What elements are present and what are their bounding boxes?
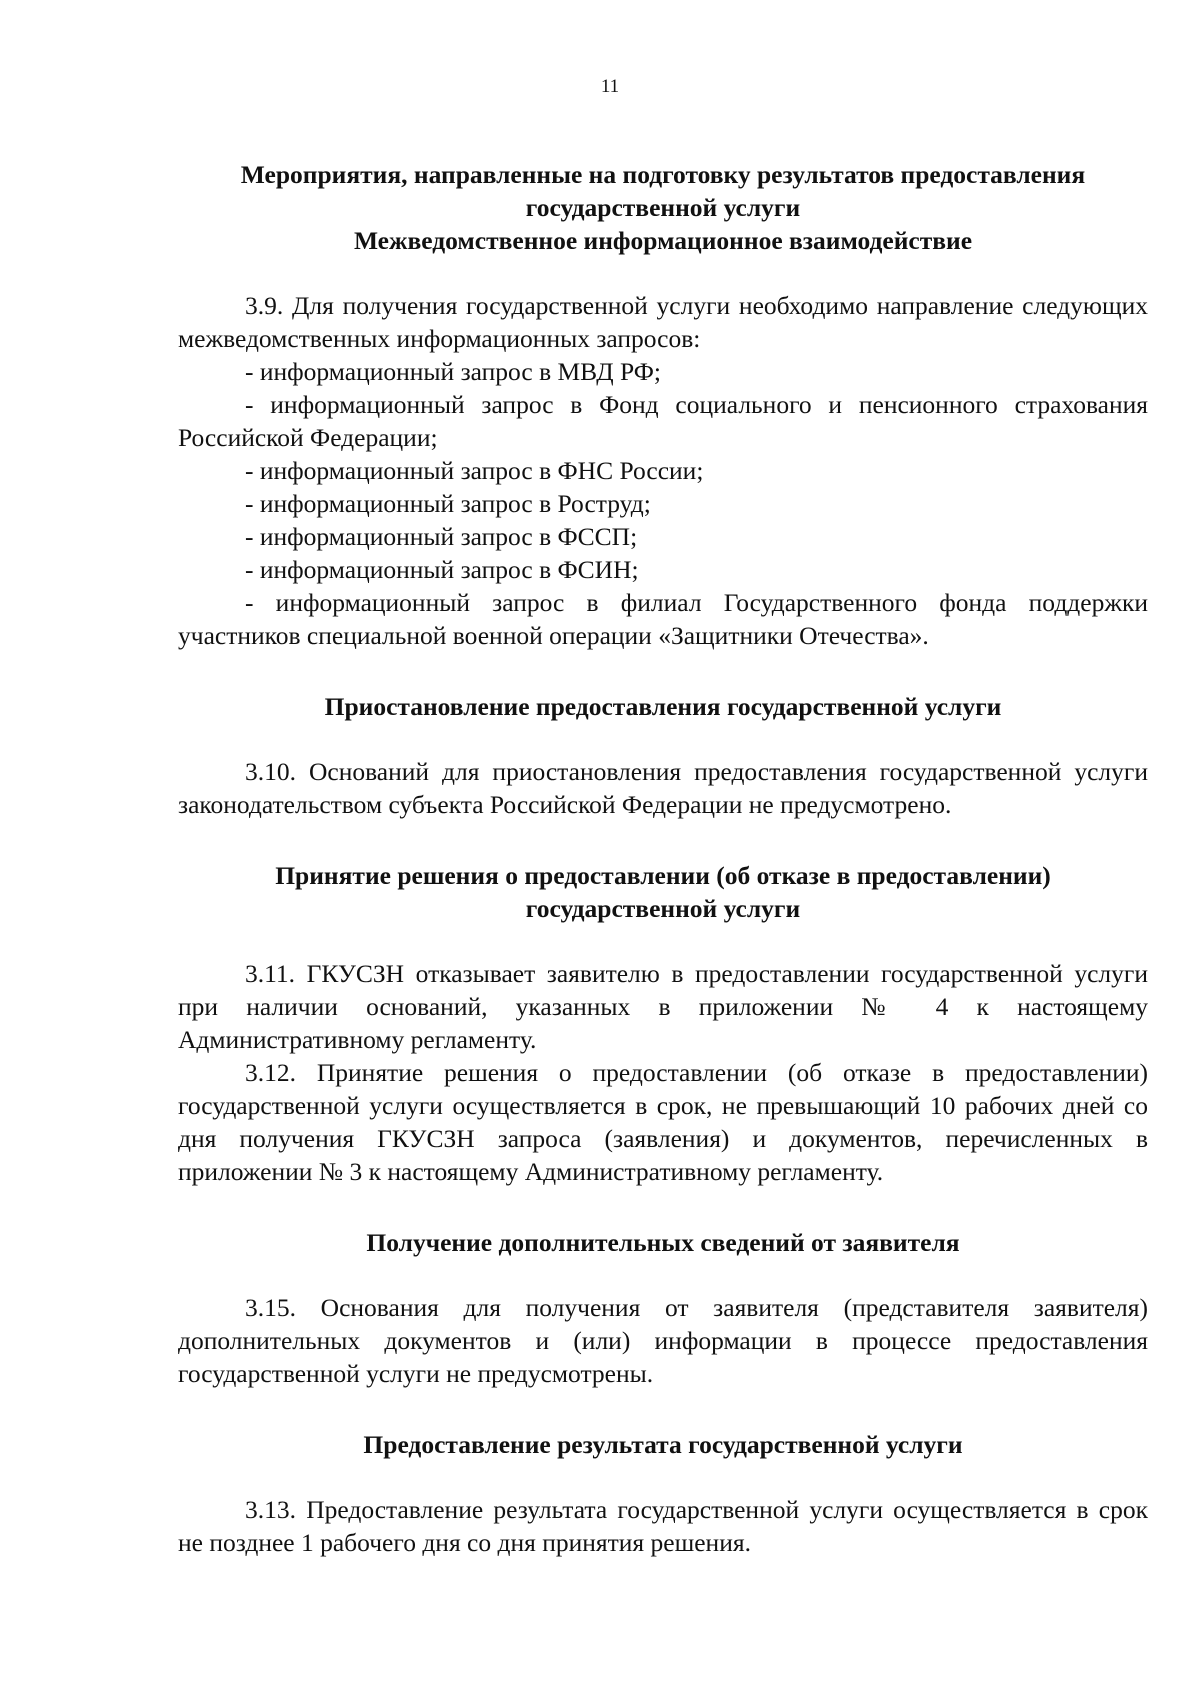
paragraph-3-9: 3.9. Для получения государственной услуги необходимо направление следующих межведомственных информационных запросов: — [178, 291, 1148, 353]
list-item: - информационный запрос в Фонд социального и пенсионного страхования Российской Федерации; — [178, 390, 1148, 452]
list-item: - информационный запрос в Роструд; — [245, 489, 651, 518]
paragraph-3-11: 3.11. ГКУСЗН отказывает заявителю в предоставлении государственной услуги при наличии оснований, указанных в приложении № 4 к настоящему Административному регламенту. — [178, 959, 1148, 1054]
section-title-result: Предоставление результата государственной услуги — [363, 1430, 963, 1459]
paragraph-3-12: 3.12. Принятие решения о предоставлении (об отказе в предоставлении) государственной услуги осуществляется в срок, не превышающий 10 рабочих дней со дня получения ГКУСЗН запроса (заявления) и документов, перечисленных в приложении № 3 к настоящему Административному регламенту. — [178, 1058, 1148, 1186]
section-title-additional-info: Получение дополнительных сведений от заявителя — [366, 1228, 960, 1257]
list-item: - информационный запрос в филиал Государственного фонда поддержки участников специальной военной операции «Защитники Отечества». — [178, 588, 1148, 650]
list-item: - информационный запрос в ФССП; — [245, 522, 638, 551]
paragraph-3-15: 3.15. Основания для получения от заявителя (представителя заявителя) дополнительных документов и (или) информации в процессе предоставления государственной услуги не предусмотрены. — [178, 1293, 1148, 1388]
paragraph-3-10: 3.10. Оснований для приостановления предоставления государственной услуги законодательством субъекта Российской Федерации не предусмотрено. — [178, 757, 1148, 819]
section-title-preparation: Мероприятия, направленные на подготовку результатов предоставления государственной услуги — [240, 160, 1086, 222]
list-item: - информационный запрос в ФНС России; — [245, 456, 704, 485]
list-item: - информационный запрос в ФСИН; — [245, 555, 639, 584]
document-body — [178, 158, 1148, 1559]
page-number: 11 — [600, 76, 620, 97]
section-title-suspension: Приостановление предоставления государственной услуги — [324, 692, 1002, 721]
section-title-decision: Принятие решения о предоставлении (об отказе в предоставлении) государственной услуги — [275, 861, 1051, 923]
list-item: - информационный запрос в МВД РФ; — [245, 357, 661, 386]
section-title-interagency: Межведомственное информационное взаимодействие — [353, 226, 973, 255]
paragraph-3-13: 3.13. Предоставление результата государственной услуги осуществляется в срок не позднее 1 рабочего дня со дня принятия решения. — [178, 1495, 1148, 1557]
